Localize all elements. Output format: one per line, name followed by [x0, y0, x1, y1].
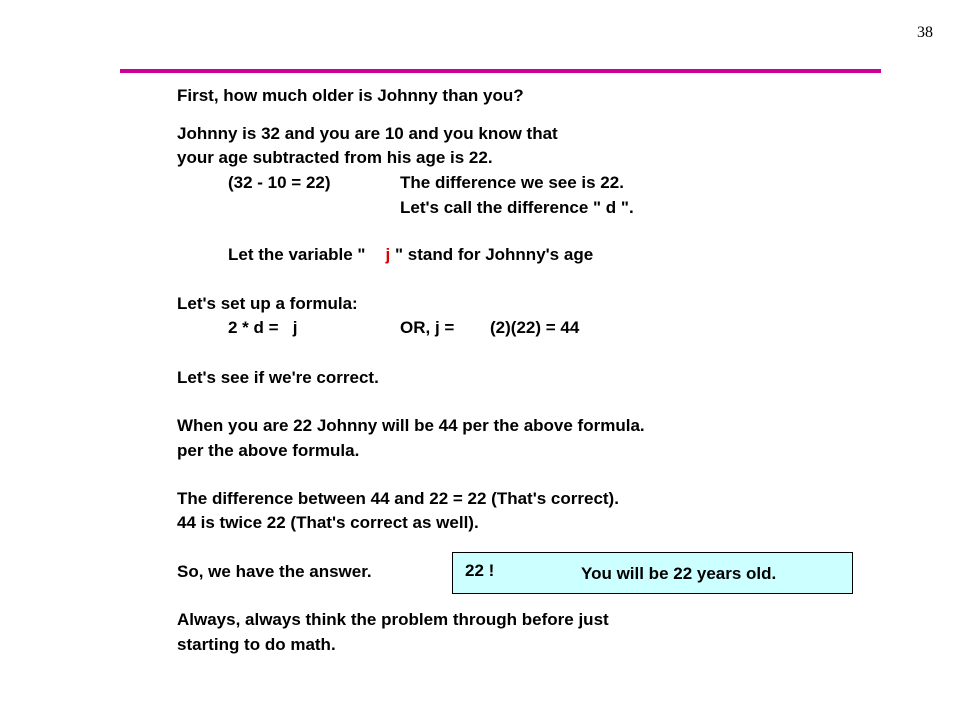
answer-intro: So, we have the answer. [177, 562, 372, 581]
answer-text: You will be 22 years old. [581, 564, 777, 583]
variable-letter: j [385, 245, 391, 264]
answer-value: 22 ! [465, 561, 495, 580]
formula-right: (2)(22) = 44 [490, 318, 580, 337]
closing-line: Always, always think the problem through before just [177, 610, 609, 629]
calc-note: The difference we see is 22. [400, 173, 624, 192]
calc-note: Let's call the difference " d ". [400, 198, 634, 217]
question-heading: First, how much older is Johnny than you? [177, 86, 524, 105]
paragraph-line: your age subtracted from his age is 22. [177, 148, 493, 167]
paragraph-line: Johnny is 32 and you are 10 and you know that [177, 124, 558, 143]
variable-definition [228, 245, 593, 265]
closing-line: starting to do math. [177, 635, 336, 654]
calc-expression: (32 - 10 = 22) [228, 173, 331, 192]
variable-text: " stand for Johnny's age [394, 245, 594, 264]
page-number: 38 [917, 24, 933, 41]
header-rule [120, 69, 881, 73]
answer-box [452, 552, 853, 594]
formula-left: 2 * d = j [228, 318, 298, 337]
verify-line: 44 is twice 22 (That's correct as well). [177, 513, 479, 532]
check-line: When you are 22 Johnny will be 44 per the above formula. [177, 416, 645, 435]
variable-text: Let the variable " [228, 245, 366, 264]
check-intro: Let's see if we're correct. [177, 368, 379, 387]
verify-line: The difference between 44 and 22 = 22 (That's correct). [177, 489, 619, 508]
formula-intro: Let's set up a formula: [177, 294, 358, 313]
check-line: per the above formula. [177, 441, 360, 460]
formula-or: OR, j = [400, 318, 455, 337]
